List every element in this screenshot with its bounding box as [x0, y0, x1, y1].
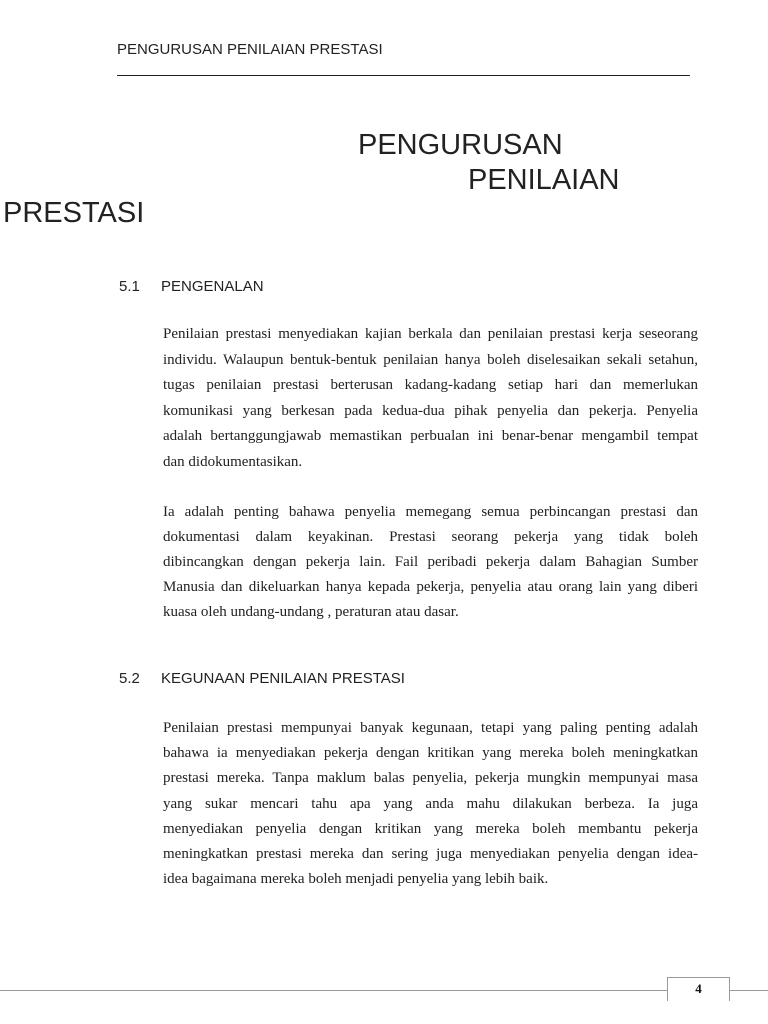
- section-heading: KEGUNAAN PENILAIAN PRESTASI: [161, 670, 405, 687]
- section-number: 5.2: [119, 670, 140, 687]
- paragraph-line: dan didokumentasikan.: [163, 453, 303, 470]
- section-number: 5.1: [119, 278, 140, 295]
- paragraph-line: Ia adalah penting bahawa penyelia memegang semua perbincangan prestasi dan: [163, 504, 698, 520]
- running-header-title: PENGURUSAN PENILAIAN PRESTASI: [117, 41, 383, 58]
- paragraph-line: Penilaian prestasi menyediakan kajian berkala dan penilaian prestasi kerja seseorang: [163, 326, 698, 342]
- paragraph-line: meningkatkan prestasi mereka dan sering juga menyediakan penyelia dengan idea-: [163, 846, 698, 863]
- paragraph-line: individu. Walaupun bentuk-bentuk penilaian hanya boleh diselesaikan sekali setahun,: [163, 351, 698, 368]
- paragraph-line: idea bagaimana mereka boleh menjadi penyelia yang lebih baik.: [163, 871, 549, 888]
- page-number: 4: [667, 977, 730, 1001]
- paragraph: [163, 322, 698, 476]
- chapter-title-word: PENGURUSAN: [358, 129, 563, 161]
- footer-rule: [0, 990, 768, 991]
- chapter-title-word: PENILAIAN: [468, 164, 620, 196]
- paragraph-line: tugas penilaian prestasi berterusan kadang-kadang setiap hari dan memerlukan: [163, 377, 698, 394]
- chapter-title-word: PRESTASI: [3, 197, 145, 229]
- paragraph-line: kuasa oleh undang-undang , peraturan atau dasar.: [163, 604, 459, 621]
- paragraph-line: komunikasi yang berkesan pada kedua-dua pihak penyelia dan pekerja. Penyelia: [163, 402, 698, 419]
- section-heading: PENGENALAN: [161, 278, 264, 295]
- paragraph-line: dibincangkan dengan pekerja lain. Fail peribadi pekerja dalam Bahagian Sumber: [163, 554, 698, 571]
- paragraph-line: Penilaian prestasi mempunyai banyak kegunaan, tetapi yang paling penting adalah: [163, 720, 698, 736]
- paragraph: [163, 716, 698, 892]
- paragraph-line: prestasi mereka. Tanpa maklum balas penyelia, pekerja mungkin mempunyai masa: [163, 770, 698, 787]
- paragraph-line: yang sukar mencari tahu apa yang anda mahu dilakukan berbeza. Ia juga: [163, 795, 698, 812]
- paragraph-line: dokumentasi dalam keyakinan. Prestasi seorang pekerja yang tidak boleh: [163, 529, 698, 546]
- paragraph-line: bahawa ia menyediakan pekerja dengan kritikan yang mereka boleh meningkatkan: [163, 745, 698, 762]
- paragraph-line: adalah bertanggungjawab memastikan perbualan ini benar-benar mengambil tempat: [163, 428, 698, 445]
- paragraph-line: Manusia dan dikeluarkan hanya kepada pekerja, penyelia atau orang lain yang diberi: [163, 579, 698, 596]
- paragraph-line: menyediakan penyelia dengan kritikan yang mereka boleh membantu pekerja: [163, 820, 698, 837]
- paragraph: [163, 500, 698, 625]
- header-rule: [117, 75, 690, 76]
